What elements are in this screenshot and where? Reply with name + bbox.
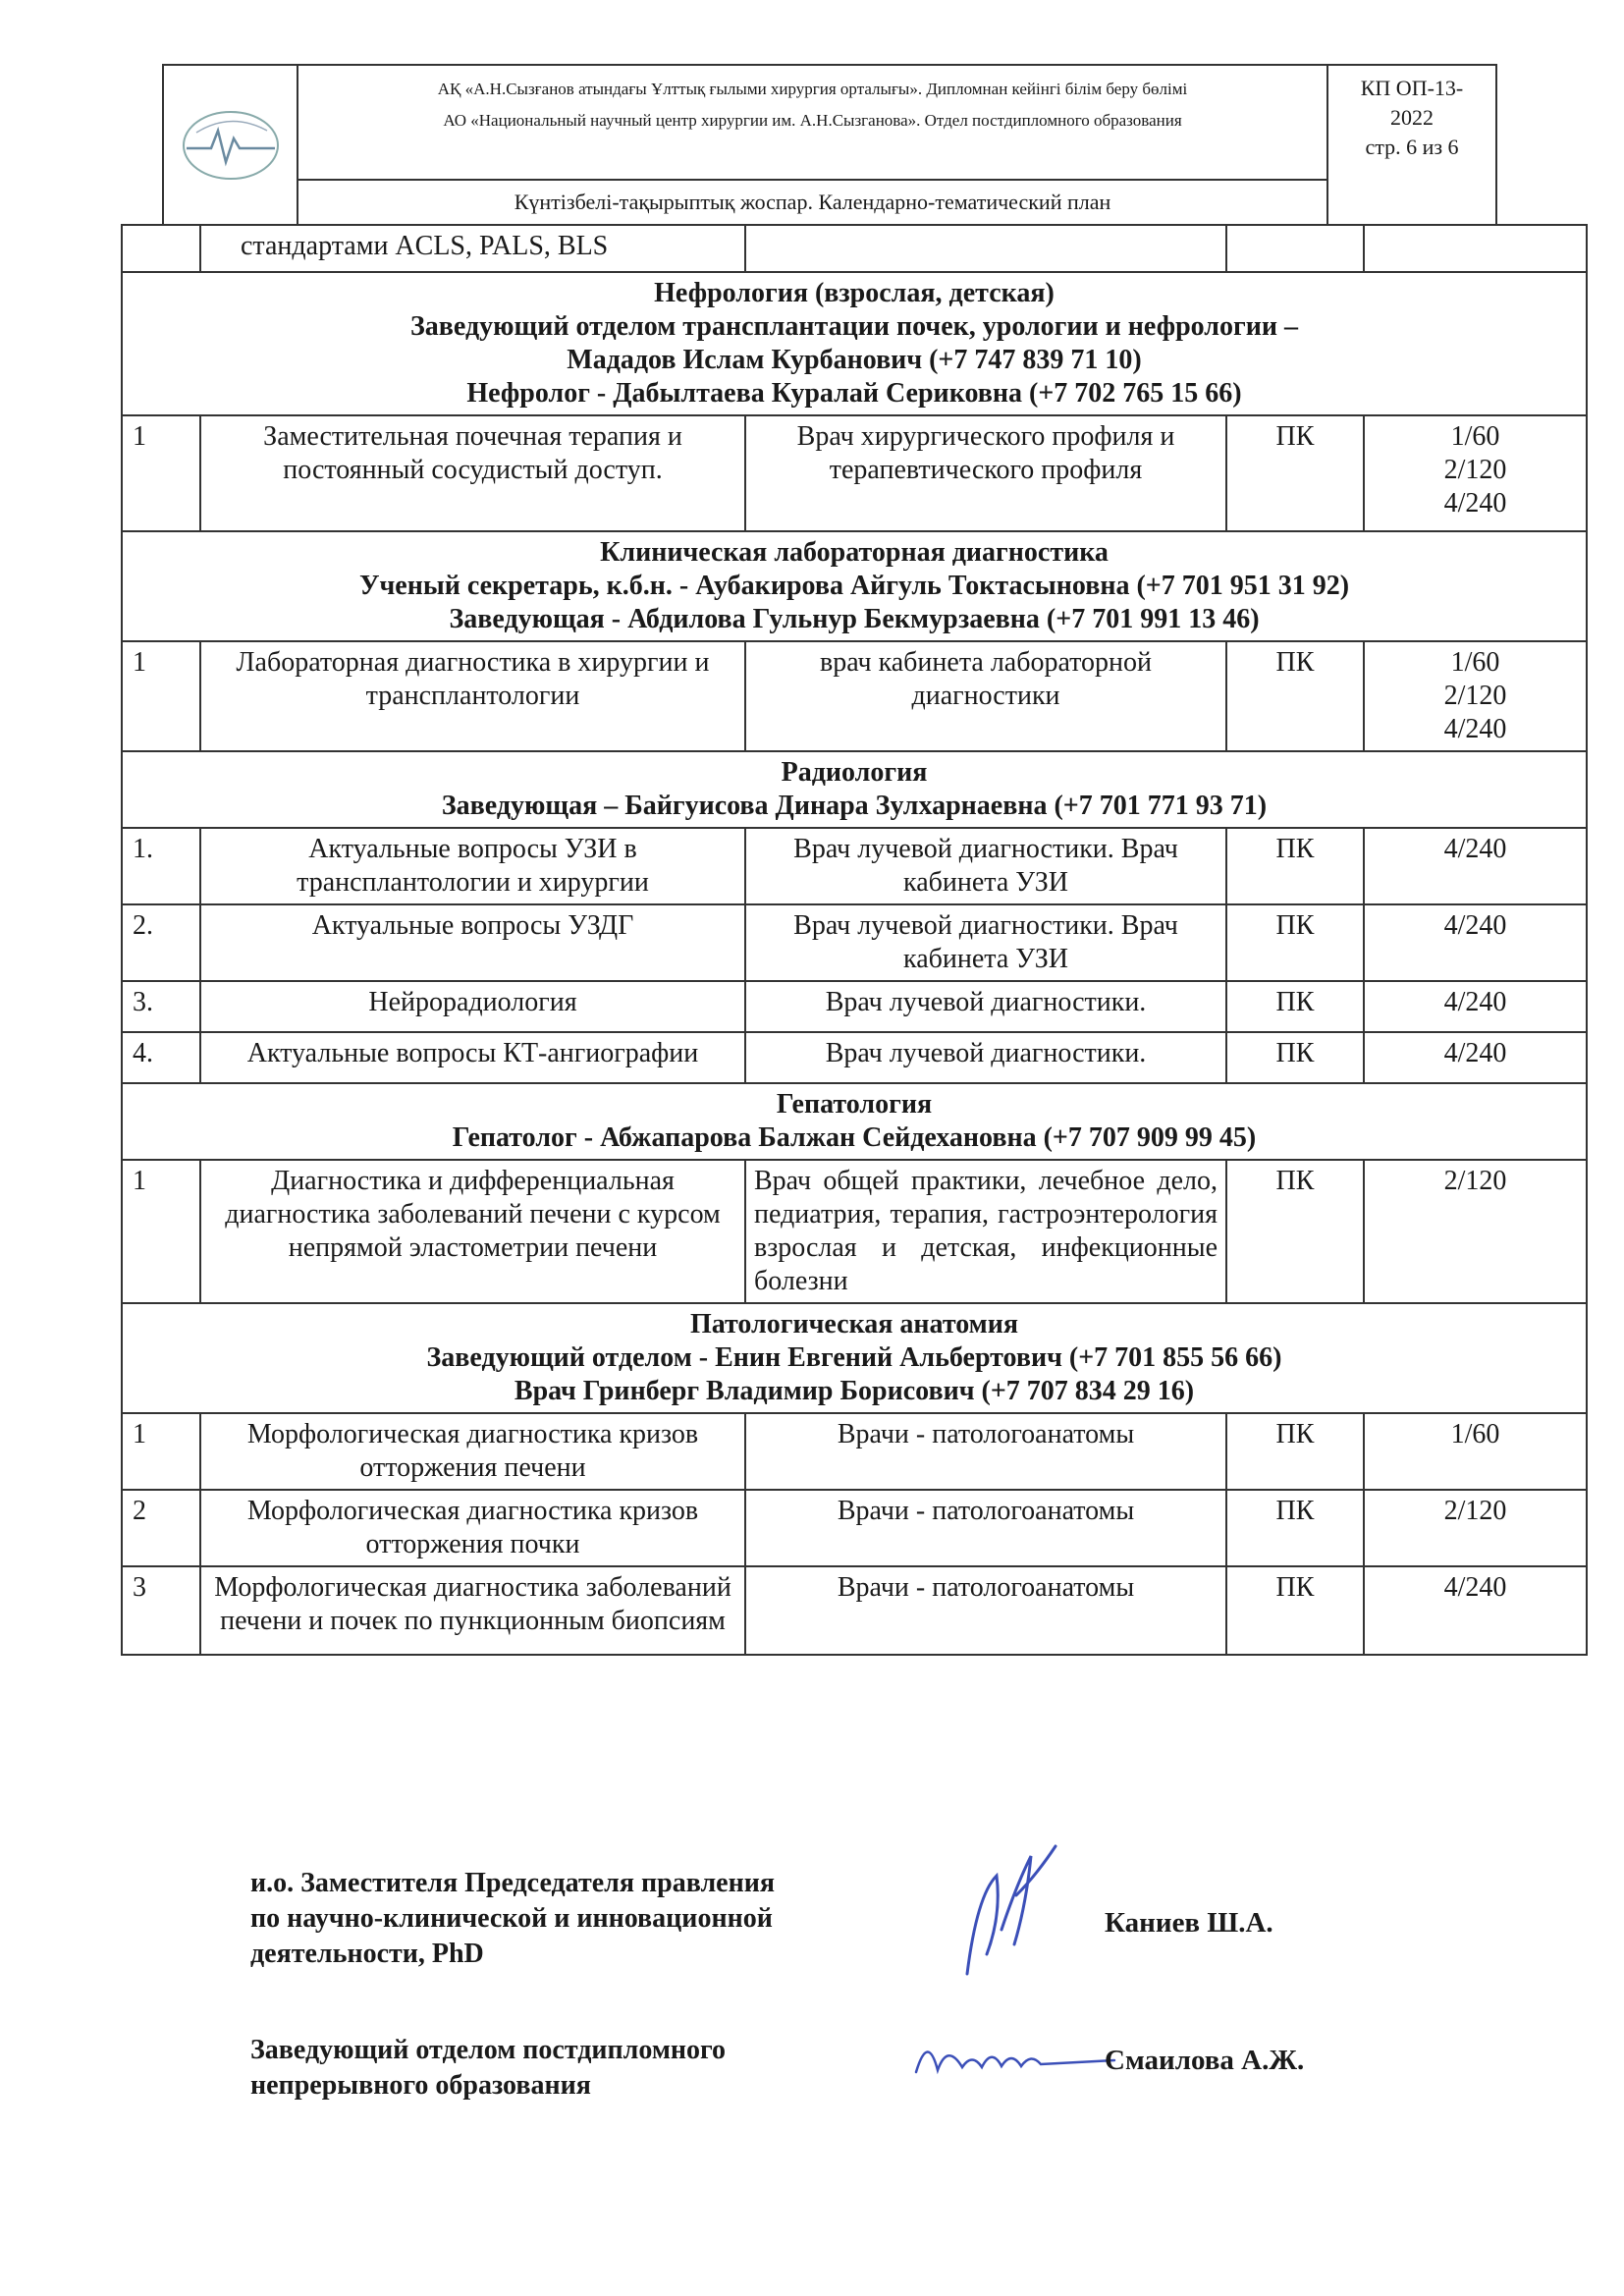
section-heading [122,531,1587,641]
section-heading-line: Врач Гринберг Владимир Борисович (+7 707 834 29 16) [514,1376,1195,1406]
section-heading-row [122,1083,1587,1160]
cell-topic: Актуальные вопросы УЗДГ [200,904,745,981]
cell-hours [1364,415,1587,531]
section-heading-line: Гепатология [776,1089,933,1120]
table-row [122,415,1587,531]
cell-num: 4. [122,1032,200,1083]
cell-topic: Диагностика и дифференциальная диагностика заболеваний печени с курсом непрямой эластометрии печени [200,1160,745,1303]
hours-value: 4/240 [1443,488,1507,519]
deputy-title-line: по научно-клинической и инновационной [250,1903,773,1934]
cell-topic: Морфологическая диагностика кризов отторжения печени [200,1413,745,1490]
hours-value: 2/120 [1443,455,1507,485]
hours-value: 4/240 [1443,910,1507,941]
cell-hours [1364,828,1587,904]
section-heading [122,751,1587,828]
head-name: Смаилова А.Ж. [1105,2045,1305,2076]
hours-value: 1/60 [1450,1419,1500,1449]
org-name-kz: АҚ «А.Н.Сызғанов атындағы Ұлттық ғылыми хирургия орталығы». Дипломнан кейінгі білім беру бөлімі [437,80,1188,98]
head-handwritten-signature [908,2023,1124,2092]
cell-hours [1364,1160,1587,1303]
cell-topic: Лабораторная диагностика в хирургии и трансплантологии [200,641,745,751]
hours-value: 4/240 [1443,1572,1507,1603]
section-heading-line: Мададов Ислам Курбанович (+7 747 839 71 10) [567,345,1142,375]
head-title-line: непрерывного образования [250,2070,591,2101]
cell-num: 3 [122,1566,200,1655]
cell-topic: Морфологическая диагностика кризов отторжения почки [200,1490,745,1566]
cell-audience: Врач лучевой диагностики. [745,1032,1226,1083]
section-heading-row [122,272,1587,415]
cell-num: 1. [122,828,200,904]
cell-num: 3. [122,981,200,1032]
document-header [162,64,1497,226]
section-heading-line: Нефрология (взрослая, детская) [654,278,1055,308]
org-name-ru: АО «Национальный научный центр хирургии им. А.Н.Сызганова». Отдел постдипломного образования [443,111,1182,130]
cell-topic: Морфологическая диагностика заболеваний печени и почек по пункционным биопсиям [200,1566,745,1655]
table-row [122,1490,1587,1566]
cell-audience: Врач лучевой диагностики. [745,981,1226,1032]
cell-type: ПК [1226,641,1364,751]
cell-num [122,225,200,272]
section-heading-line: Радиология [781,757,928,788]
deputy-signature-row [250,1866,1429,2003]
cell-type [1226,225,1364,272]
cell-num: 1 [122,1413,200,1490]
cell-topic: Заместительная почечная терапия и постоянный сосудистый доступ. [200,415,745,531]
hours-value: 4/240 [1443,834,1507,864]
cell-audience: Врачи - патологоанатомы [745,1490,1226,1566]
plan-table-wrapper [121,224,1586,1656]
signatures-block [250,1866,1429,2141]
table-row [122,1160,1587,1303]
page-number: стр. 6 из 6 [1365,135,1459,159]
table-row [122,1413,1587,1490]
table-row [122,1566,1587,1655]
org-names [298,66,1326,181]
cell-audience: врач кабинета лабораторной диагностики [745,641,1226,751]
cell-topic: Актуальные вопросы КТ-ангиографии [200,1032,745,1083]
cell-type: ПК [1226,415,1364,531]
cell-type: ПК [1226,1566,1364,1655]
deputy-title-line: и.о. Заместителя Председателя правления [250,1868,775,1898]
cell-hours [1364,641,1587,751]
cell-type: ПК [1226,904,1364,981]
cell-hours [1364,225,1587,272]
section-heading-line: Клиническая лабораторная диагностика [600,537,1109,568]
logo-cell [164,66,298,224]
cell-audience: Врач общей практики, лечебное дело, педиатрия, терапия, гастроэнтерология взрослая и детская, инфекционные болезни [745,1160,1226,1303]
cell-type: ПК [1226,1413,1364,1490]
table-row [122,1032,1587,1083]
document-code-line1: КП ОП-13- [1360,76,1464,100]
deputy-handwritten-signature [957,1836,1065,1994]
section-heading-line: Нефролог - Дабылтаева Куралай Сериковна (+7 702 765 15 66) [466,378,1242,409]
document-code-cell [1328,66,1495,224]
cell-hours [1364,1032,1587,1083]
hours-value: 4/240 [1443,1038,1507,1068]
section-heading [122,272,1587,415]
hours-value: 2/120 [1443,681,1507,711]
hours-value: 1/60 [1450,647,1500,678]
head-title-line: Заведующий отделом постдипломного [250,2035,727,2065]
cell-hours [1364,1413,1587,1490]
institution-logo-icon [177,101,285,190]
hours-value: 1/60 [1450,421,1500,452]
cell-num: 2. [122,904,200,981]
plan-table [121,224,1588,1656]
table-row [122,225,1587,272]
cell-type: ПК [1226,1032,1364,1083]
org-cell [298,66,1328,224]
document-code-line2: 2022 [1390,105,1434,130]
hours-value: 4/240 [1443,714,1507,744]
section-heading-line: Заведующая – Байгуисова Динара Зулхарнаевна (+7 701 771 93 71) [441,791,1268,821]
cell-hours [1364,904,1587,981]
cell-hours [1364,1566,1587,1655]
table-row [122,641,1587,751]
deputy-title-line: деятельности, PhD [250,1939,484,1969]
table-row [122,981,1587,1032]
cell-topic: Нейрорадиология [200,981,745,1032]
cell-audience: Врачи - патологоанатомы [745,1566,1226,1655]
cell-audience: Врачи - патологоанатомы [745,1413,1226,1490]
cell-audience: Врач лучевой диагностики. Врач кабинета УЗИ [745,904,1226,981]
section-heading-row [122,531,1587,641]
cell-num: 1 [122,641,200,751]
section-heading-line: Заведующая - Абдилова Гульнур Бекмурзаевна (+7 701 991 13 46) [449,604,1260,634]
cell-topic: Актуальные вопросы УЗИ в трансплантологии и хирургии [200,828,745,904]
cell-hours [1364,981,1587,1032]
cell-type: ПК [1226,1490,1364,1566]
section-heading-line: Патологическая анатомия [689,1309,1019,1339]
head-signature-row [250,2033,1429,2141]
cell-type: ПК [1226,1160,1364,1303]
deputy-name: Каниев Ш.А. [1105,1907,1273,1939]
section-heading [122,1083,1587,1160]
section-heading-row [122,751,1587,828]
cell-topic: стандартами ACLS, PALS, BLS [200,225,745,272]
cell-audience [745,225,1226,272]
table-row [122,904,1587,981]
hours-value: 4/240 [1443,987,1507,1017]
cell-num: 1 [122,1160,200,1303]
section-heading-line: Заведующий отделом трансплантации почек, урологии и нефрологии – [410,311,1298,342]
section-heading-line: Гепатолог - Абжапарова Балжан Сейдехановна (+7 707 909 99 45) [452,1122,1257,1153]
cell-type: ПК [1226,828,1364,904]
section-heading-line: Заведующий отделом - Енин Евгений Альбертович (+7 701 855 56 66) [426,1342,1282,1373]
table-row [122,828,1587,904]
cell-audience: Врач лучевой диагностики. Врач кабинета УЗИ [745,828,1226,904]
cell-hours [1364,1490,1587,1566]
section-heading-row [122,1303,1587,1413]
cell-num: 2 [122,1490,200,1566]
plan-title: Күнтізбелі-тақырыптық жоспар. Календарно-тематический план [514,190,1111,214]
hours-value: 2/120 [1443,1496,1507,1526]
cell-type: ПК [1226,981,1364,1032]
hours-value: 2/120 [1443,1166,1507,1196]
cell-audience: Врач хирургического профиля и терапевтического профиля [745,415,1226,531]
section-heading [122,1303,1587,1413]
section-heading-line: Ученый секретарь, к.б.н. - Аубакирова Айгуль Токтасыновна (+7 701 951 31 92) [358,571,1350,601]
cell-num: 1 [122,415,200,531]
plan-table-body [122,225,1587,1655]
